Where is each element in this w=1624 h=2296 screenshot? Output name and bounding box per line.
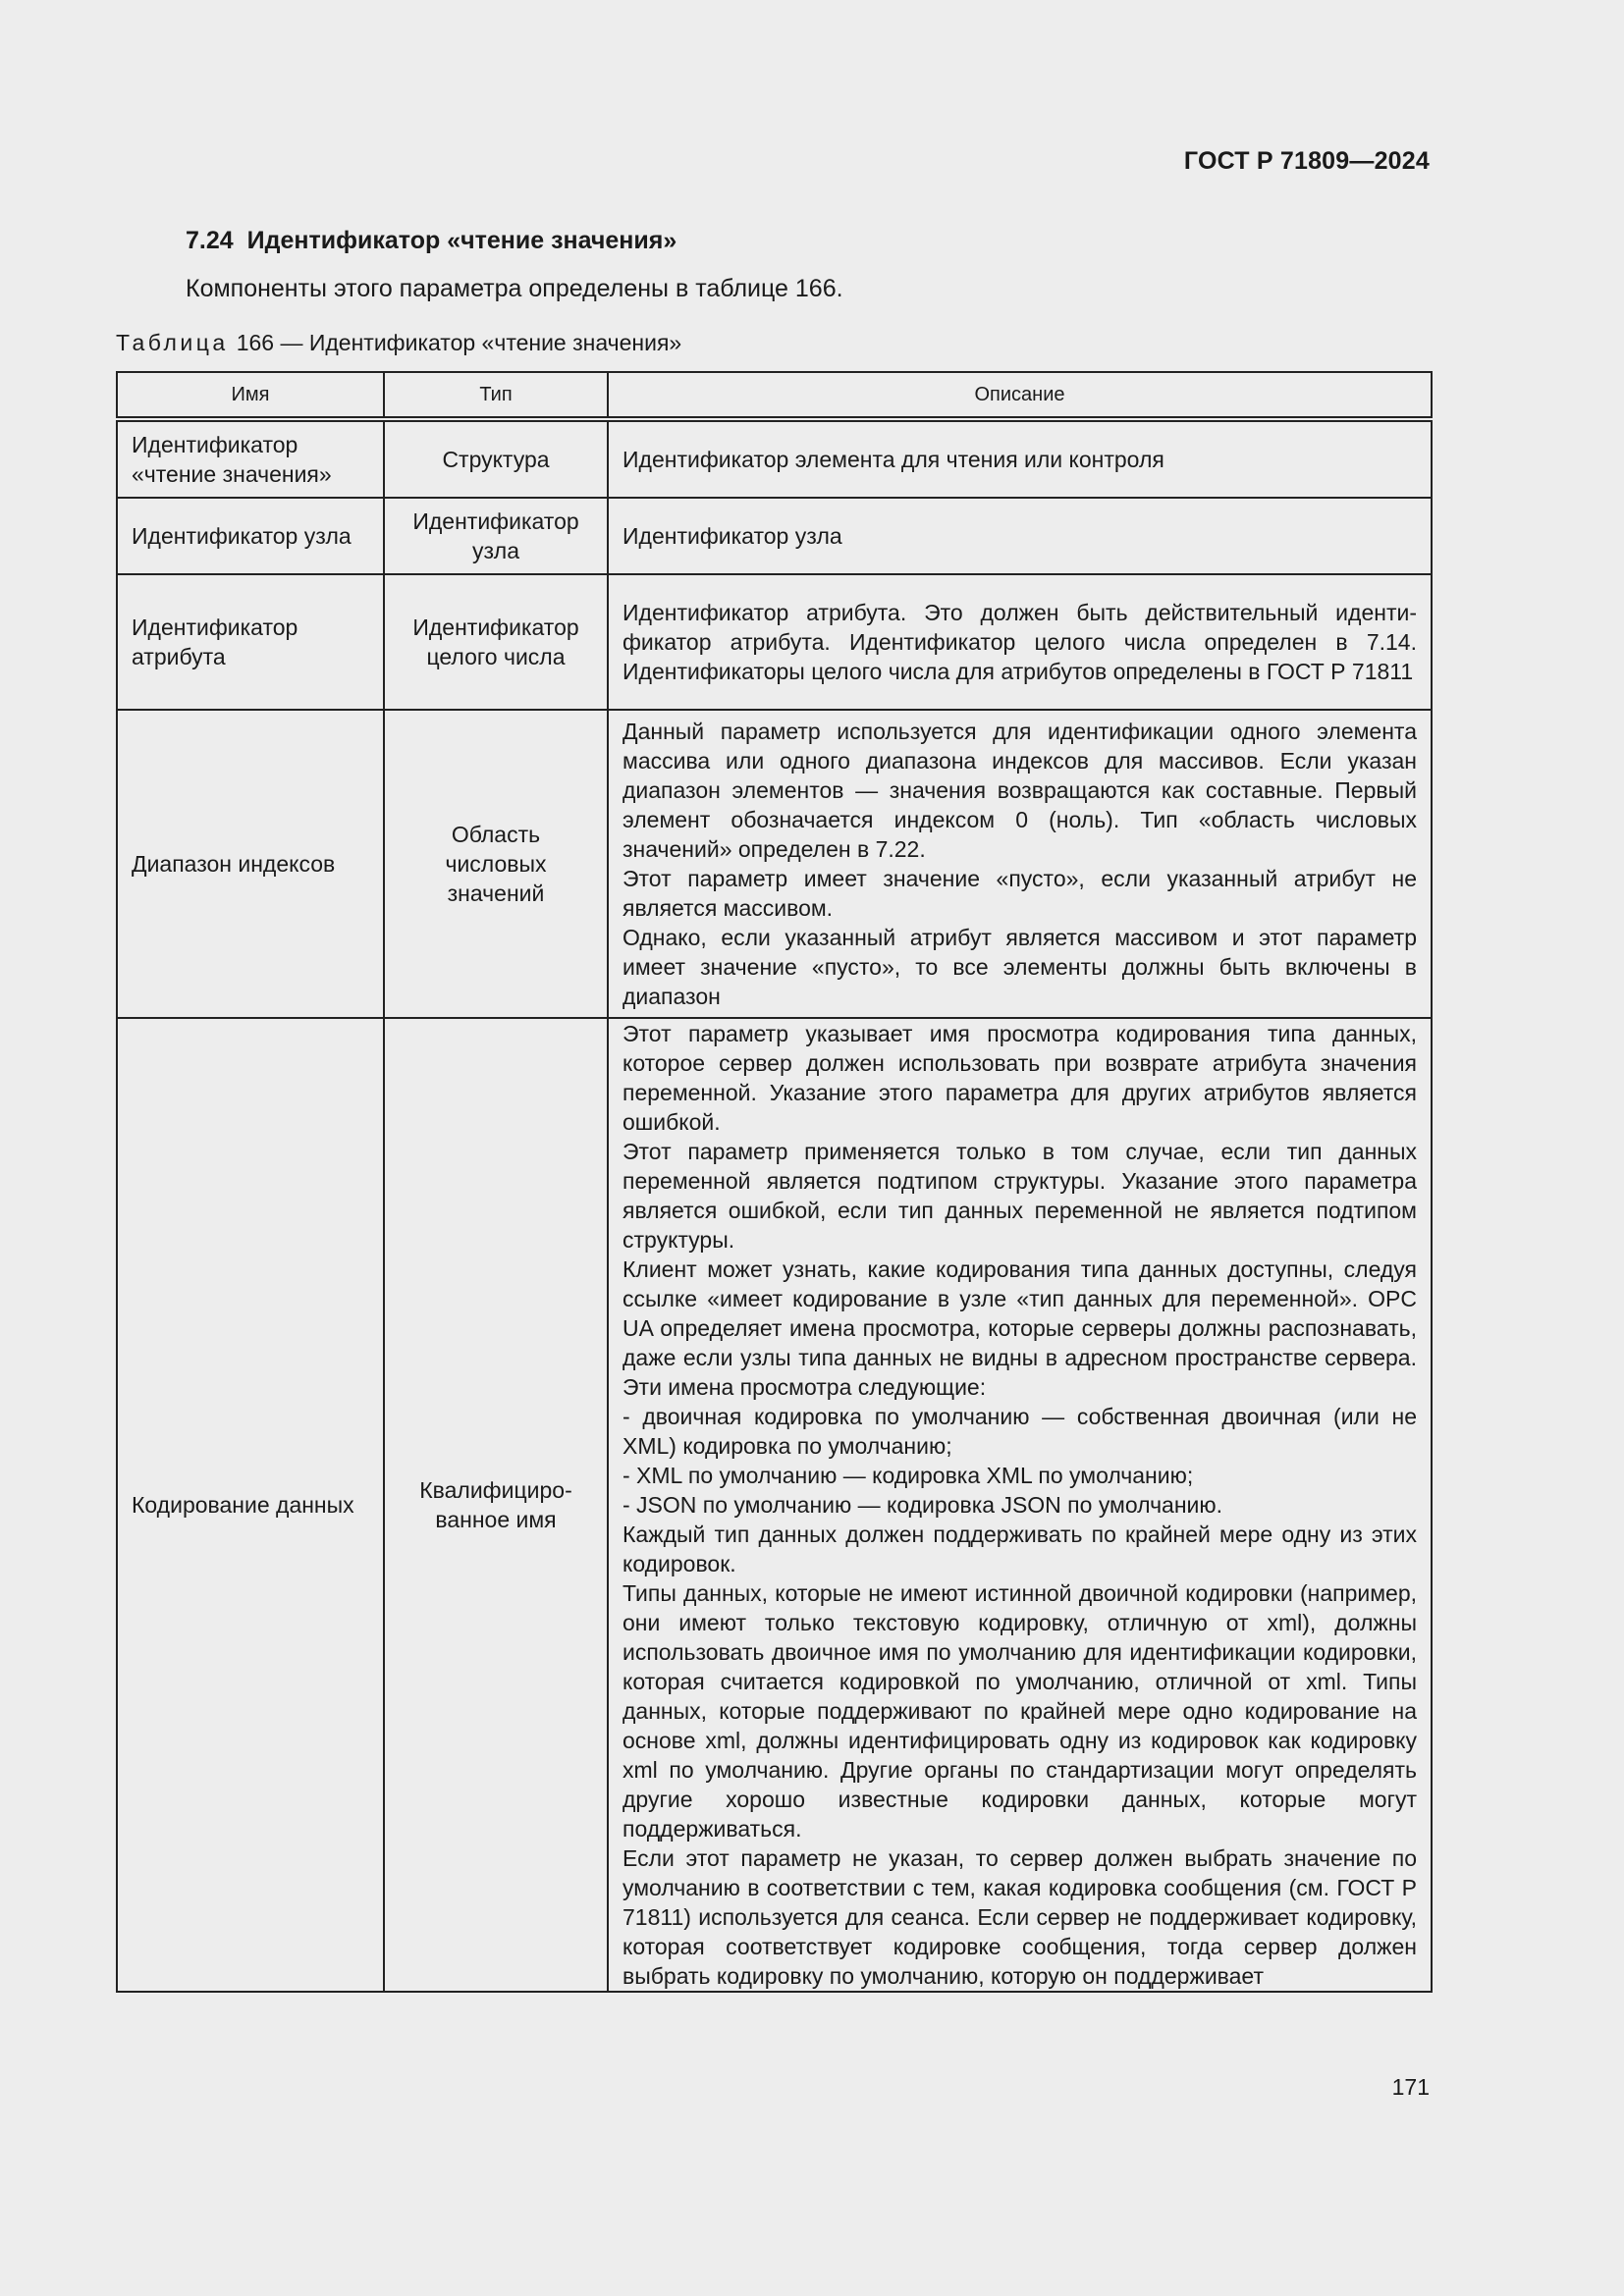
cell-name: Кодирование данных (117, 1018, 384, 1992)
description-paragraph: - двоичная кодировка по умолчанию — собственная двоичная (или не XML) кодировка по умолчанию; (623, 1404, 1417, 1459)
description-paragraph: Идентификатор атрибута. Это должен быть действительный идентификатор атрибута. Идентификатор целого числа определен в 7.14. Идентификаторы целого числа для атрибутов определены в ГОСТ Р 71811 (623, 600, 1417, 684)
table-caption-prefix: Таблица (116, 330, 229, 355)
document-header-standard: ГОСТ Р 71809—2024 (1183, 147, 1430, 175)
table-row (117, 419, 1432, 498)
description-paragraph: Этот параметр указывает имя просмотра кодирования типа данных, которое сервер должен использовать при возврате атрибута значения переменной. Указание этого параметра для других атрибутов является ошибкой. (623, 1021, 1417, 1135)
description-paragraph: Данный параметр используется для идентификации одного элемента массива или одного диапазона индексов для массивов. Если указан диапазон элементов — значения возвращаются как составные. Первый элемент обозначается индексом 0 (ноль). Тип «область числовых значений» определен в 7.22. (623, 719, 1417, 862)
table-caption-text: 166 — Идентификатор «чтение значения» (236, 330, 682, 355)
description-paragraph: - JSON по умолчанию — кодировка JSON по умолчанию. (623, 1492, 1223, 1518)
table-header-row (117, 372, 1432, 419)
cell-name: Идентификатор «чтение значения» (117, 419, 384, 498)
cell-name: Идентификатор узла (117, 498, 384, 574)
table-row (117, 574, 1432, 710)
cell-description (608, 498, 1432, 574)
cell-description (608, 1018, 1432, 1992)
section-intro: Компоненты этого параметра определены в таблице 166. (186, 275, 843, 302)
cell-name: Идентификатор атрибута (117, 574, 384, 710)
parameter-table (116, 371, 1433, 1993)
table-row (117, 1018, 1432, 1992)
table-row (117, 710, 1432, 1018)
description-paragraph: Клиент может узнать, какие кодирования типа данных доступны, следуя ссылке «имеет кодирование в узле «тип данных для переменной». OPC UA определяет имена просмотра, которые серверы должны распознавать, даже если узлы типа данных не видны в адресном пространстве сервера. Эти имена просмотра следующие: (623, 1256, 1417, 1400)
description-paragraph: Однако, если указанный атрибут является массивом и этот параметр имеет значение «пусто», то все элементы должны быть включены в диапазон (623, 925, 1417, 1009)
column-header-name: Имя (117, 372, 384, 419)
description-paragraph: Этот параметр имеет значение «пусто», если указанный атрибут не является массивом. (623, 866, 1417, 921)
page-number: 171 (1391, 2074, 1430, 2100)
cell-description (608, 710, 1432, 1018)
cell-type: Область числовых значений (384, 710, 608, 1018)
column-header-type: Тип (384, 372, 608, 419)
description-paragraph: Типы данных, которые не имеют истинной двоичной кодировки (например, они имеют только текстовую кодировку, отличную от xml), должны использовать двоичное имя по умолчанию для идентификации кодировки, которая считается кодировкой по умолчанию, отличной от xml. Типы данных, которые поддерживают по крайней мере одно кодирование на основе xml, должны идентифицировать одну из кодировок как кодировку xml по умолчанию. Другие органы по стандартизации могут определять другие хорошо известные кодировки данных, которые могут поддерживаться. (623, 1580, 1417, 1842)
description-paragraph: - XML по умолчанию — кодировка XML по умолчанию; (623, 1463, 1194, 1488)
section-title-text: Идентификатор «чтение значения» (246, 227, 677, 254)
section-title (186, 227, 677, 255)
cell-type: Структура (384, 419, 608, 498)
description-paragraph: Если этот параметр не указан, то сервер должен выбрать значение по умолчанию в соответствии с тем, какая кодировка сообщения (см. ГОСТ Р 71811) используется для сеанса. Если сервер не поддерживает кодировку, которая соответствует кодировке сообщения, тогда сервер должен выбрать кодировку по умолчанию, которую он поддерживает (623, 1845, 1417, 1989)
cell-description (608, 419, 1432, 498)
description-paragraph: Этот параметр применяется только в том случае, если тип данных переменной является подтипом структуры. Указание этого параметра является ошибкой, если тип данных переменной не является подтипом структуры. (623, 1139, 1417, 1253)
table-row (117, 498, 1432, 574)
description-paragraph: Идентификатор узла (623, 523, 842, 549)
section-number: 7.24 (186, 227, 234, 254)
cell-name: Диапазон индексов (117, 710, 384, 1018)
cell-type: Квалифицированное имя (384, 1018, 608, 1992)
cell-type: Идентификатор узла (384, 498, 608, 574)
cell-description (608, 574, 1432, 710)
column-header-description: Описание (608, 372, 1432, 419)
description-paragraph: Идентификатор элемента для чтения или контроля (623, 447, 1164, 472)
description-paragraph: Каждый тип данных должен поддерживать по крайней мере одну из этих кодировок. (623, 1522, 1417, 1576)
cell-type: Идентификатор целого числа (384, 574, 608, 710)
table-caption (116, 330, 681, 356)
